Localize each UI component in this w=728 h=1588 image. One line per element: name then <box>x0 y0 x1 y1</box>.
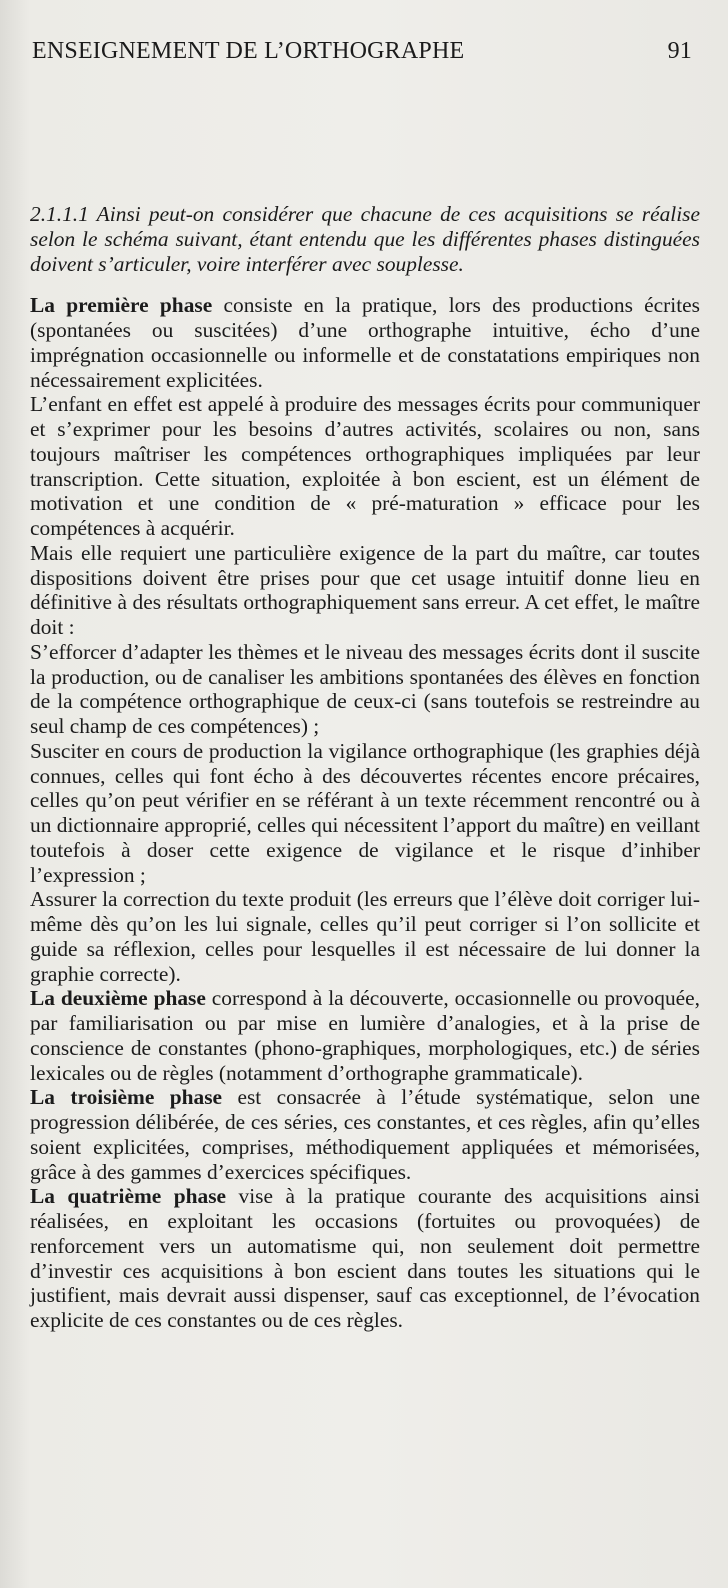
phase-2-heading: La deuxième phase <box>30 986 206 1011</box>
phase-3-paragraph <box>30 1085 700 1184</box>
phase-4-text: vise à la pratique courante des acquisitions ainsi réalisées, en exploitant les occasions (fortuites ou provoquées) de renforcement vers un automatisme qui, non seulement doit permettre d’investir ces acquisitions à bon escient dans toutes les situations qui le justifient, mais devrait aussi dispenser, sauf cas exceptionnel, de l’évocation explicite de ces constantes ou de ces règles. <box>30 1184 700 1332</box>
running-title: ENSEIGNEMENT DE L’ORTHOGRAPHE <box>32 38 465 64</box>
paragraph-efforcer: S’efforcer d’adapter les thèmes et le niveau des messages écrits dont il suscite la production, ou de canaliser les ambitions spontanées des élèves en fonction de la compétence orthographique de ceux-ci (sans toutefois se restreindre au seul champ de ces compétences) ; <box>30 639 700 738</box>
intro-paragraph: 2.1.1.1 Ainsi peut-on considérer que chacune de ces acquisitions se réalise selon le schéma suivant, étant entendu que les différentes phases distinguées doivent s’articuler, voire interférer avec souplesse. <box>30 202 700 276</box>
phase-2-paragraph <box>30 986 700 1085</box>
paragraph-enfant: L’enfant en effet est appelé à produire des messages écrits pour communiquer et s’exprimer pour les besoins d’autres activités, scolaires ou non, sans toujours maîtriser les compétences orthographiques impliquées par leur transcription. Cette situation, exploitée à bon escient, est un élément de motivation et une condition de « pré-maturation » efficace pour les compétences à acquérir. <box>30 392 700 540</box>
phase-3-text: est consacrée à l’étude systématique, selon une progression délibérée, de ces séries, ces constantes, et ces règles, afin qu’elles soient explicitées, comprises, méthodiquement appliquées et mémorisées, grâce à des gammes d’exercices spécifiques. <box>30 1085 700 1184</box>
phase-3-heading: La troisième phase <box>30 1085 223 1110</box>
phase-4-heading: La quatrième phase <box>30 1184 227 1209</box>
paragraph-assurer: Assurer la correction du texte produit (les erreurs que l’élève doit corriger lui-même dès qu’on les lui signale, celles qu’il peut corriger si l’on sollicite et guide sa réflexion, celles pour lesquelles il est nécessaire de lui donner la graphie correcte). <box>30 887 700 986</box>
phase-1-paragraph <box>30 293 700 392</box>
paragraph-susciter: Susciter en cours de production la vigilance orthographique (les graphies déjà connues, celles qui font écho à des découvertes récentes encore précaires, celles qu’on peut vérifier en se référant à un texte récemment rencontré ou à un dictionnaire approprié, celles qui nécessitent l’apport du maître) en veillant toutefois à doser cette exigence de vigilance et le risque d’inhiber l’expression ; <box>30 738 700 887</box>
phase-1-text: consiste en la pratique, lors des productions écrites (spontanées ou suscitées) d’une orthographe intuitive, écho d’une imprégnation occasionnelle ou informelle et de constatations empiriques non nécessairement explicitées. <box>30 293 701 392</box>
phase-1-heading: La première phase <box>30 293 213 318</box>
running-head <box>32 38 700 82</box>
phase-4-paragraph <box>30 1184 700 1333</box>
body-text <box>28 202 700 1333</box>
page-number: 91 <box>667 38 692 64</box>
phase-2-text: correspond à la découverte, occasionnelle ou provoquée, par familiarisation ou par mise en lumière d’analogies, et à la prise de conscience de constantes (phono-graphiques, morphologiques, etc.) de séries lexicales ou de règles (notamment d’orthographe grammaticale). <box>30 986 700 1085</box>
paragraph-mais: Mais elle requiert une particulière exigence de la part du maître, car toutes dispositions doivent être prises pour que cet usage intuitif donne lieu en définitive à des résultats orthographiquement sans erreur. A cet effet, le maître doit : <box>30 540 700 639</box>
